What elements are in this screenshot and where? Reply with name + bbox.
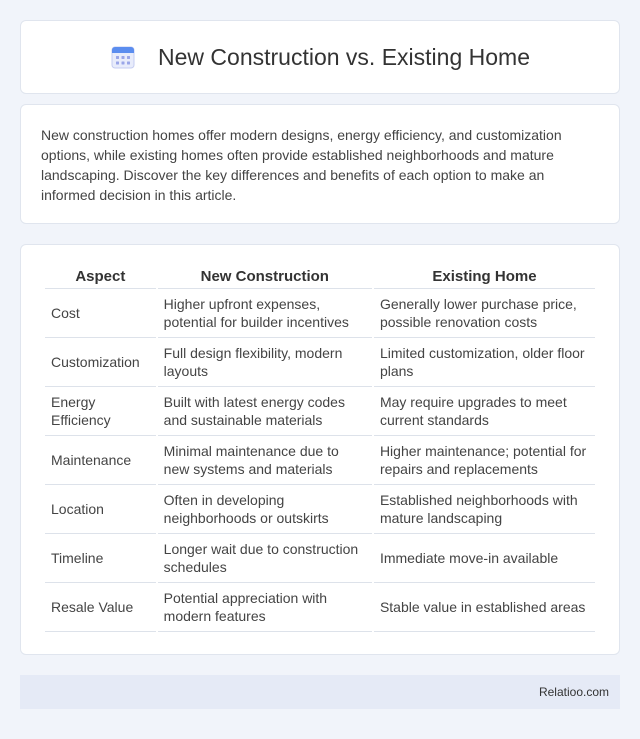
footer-brand: Relatioo.com [538,685,609,699]
aspect-cell: Resale Value [45,583,156,632]
new-construction-cell: Potential appreciation with modern features [158,583,372,632]
table-row [45,289,595,338]
table-header-row [45,265,595,289]
new-construction-cell: Longer wait due to construction schedules [158,534,372,583]
intro-text: New construction homes offer modern designs, energy efficiency, and customization options, while existing homes often provide established neighborhoods and mature landscaping. Discover the key differences and benefits of each option to make an informed decision in this article. [41,127,562,203]
new-construction-cell: Full design flexibility, modern layouts [158,338,372,387]
column-header: Aspect [45,265,156,289]
new-construction-cell: Often in developing neighborhoods or outskirts [158,485,372,534]
aspect-cell: Energy Efficiency [45,387,156,436]
existing-home-cell: Established neighborhoods with mature landscaping [374,485,595,534]
new-construction-cell: Higher upfront expenses, potential for builder incentives [158,289,372,338]
table-row [45,387,595,436]
intro-card [20,104,620,224]
comparison-card [20,244,620,655]
aspect-cell: Timeline [45,534,156,583]
aspect-cell: Customization [45,338,156,387]
table-row [45,436,595,485]
aspect-cell: Location [45,485,156,534]
existing-home-cell: Stable value in established areas [374,583,595,632]
existing-home-cell: Limited customization, older floor plans [374,338,595,387]
column-header: Existing Home [374,265,595,289]
new-construction-cell: Minimal maintenance due to new systems and materials [158,436,372,485]
footer [20,675,620,709]
column-header: New Construction [158,265,372,289]
table-row [45,485,595,534]
page-title: New Construction vs. Existing Home [158,43,530,70]
aspect-cell: Cost [45,289,156,338]
existing-home-cell: Immediate move-in available [374,534,595,583]
comparison-table [43,265,597,632]
table-row [45,534,595,583]
title-card [20,20,620,94]
table-row [45,338,595,387]
new-construction-cell: Built with latest energy codes and sustainable materials [158,387,372,436]
table-row [45,583,595,632]
existing-home-cell: May require upgrades to meet current standards [374,387,595,436]
existing-home-cell: Generally lower purchase price, possible renovation costs [374,289,595,338]
calendar-icon [110,44,136,70]
existing-home-cell: Higher maintenance; potential for repairs and replacements [374,436,595,485]
aspect-cell: Maintenance [45,436,156,485]
